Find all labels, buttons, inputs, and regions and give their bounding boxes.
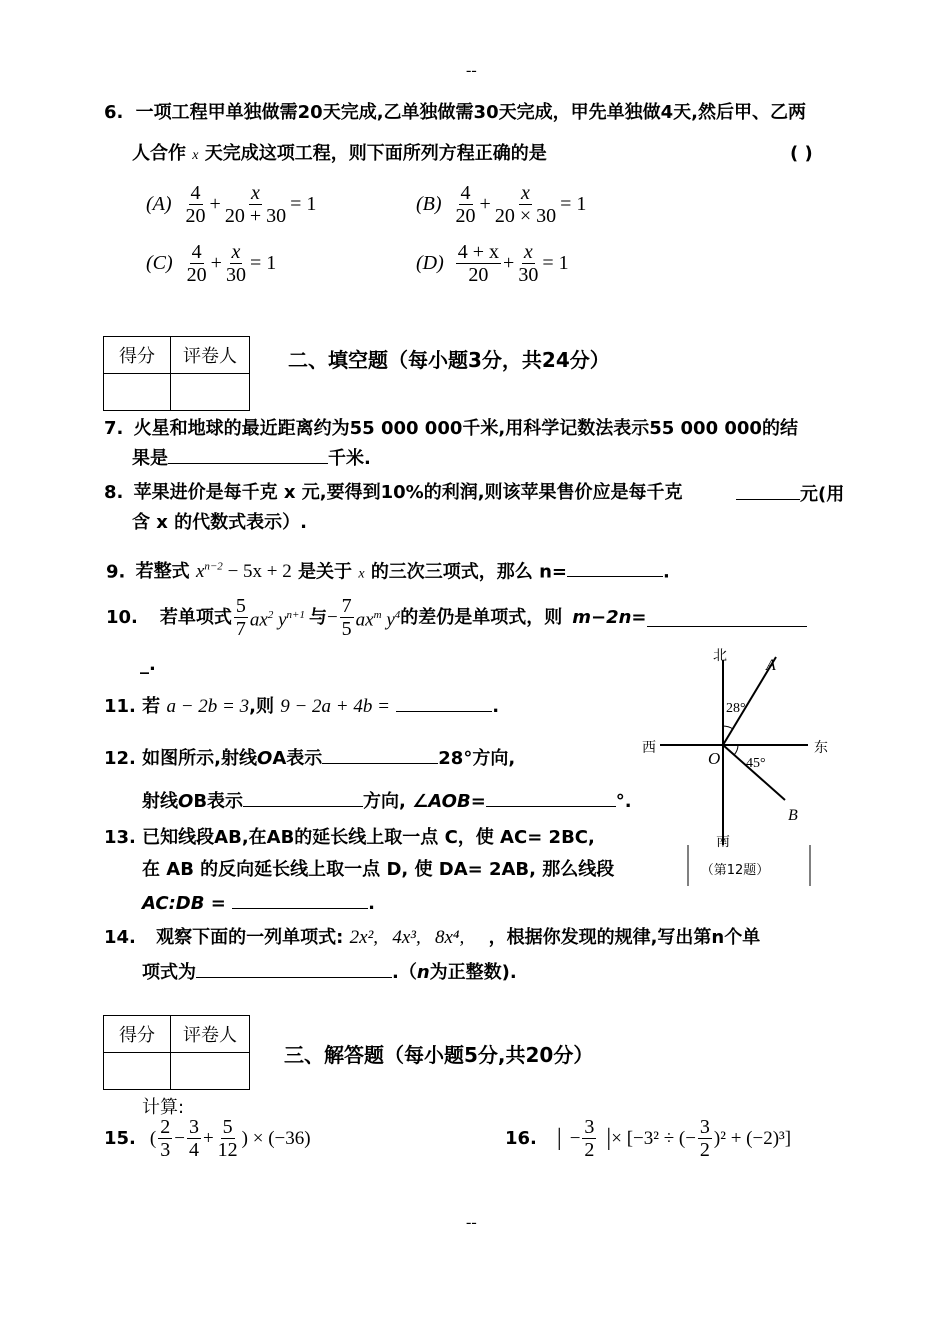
- question-text: °.: [615, 791, 632, 812]
- expression: × [−3² ÷ (−: [611, 1127, 696, 1149]
- option-c: [146, 241, 276, 286]
- question-text: A表示: [272, 748, 323, 769]
- question-text: ∠AOB=: [412, 791, 486, 812]
- question-text: 方向,: [363, 791, 406, 812]
- score-box-2: [103, 1015, 250, 1090]
- question-number: 16.: [505, 1128, 537, 1149]
- question-text: 人合作: [132, 143, 186, 164]
- question-text: 若: [142, 696, 161, 717]
- label-west: 西: [642, 741, 656, 756]
- grader-cell[interactable]: [171, 1053, 250, 1090]
- figure-caption: （第12题）: [700, 863, 770, 878]
- expression: ) × (−36): [241, 1127, 311, 1149]
- answer-blank[interactable]: [736, 481, 800, 500]
- question-12-line2: [142, 788, 632, 814]
- section-3-title: 三、解答题（每小题5分,共20分）: [284, 1043, 594, 1067]
- question-number: 6.: [104, 102, 124, 123]
- question-text: 是关于: [298, 561, 353, 583]
- label-b: B: [788, 807, 798, 824]
- question-text: 项式为: [142, 962, 196, 983]
- point-o: O: [257, 748, 273, 769]
- page-mark-top: --: [466, 62, 477, 79]
- question-text: 观察下面的一列单项式:: [156, 927, 344, 948]
- score-cell[interactable]: [104, 1053, 171, 1090]
- operator: +: [503, 252, 515, 274]
- monomial: 8x⁴,: [435, 927, 465, 948]
- variable-x: x: [192, 148, 199, 163]
- expression: $x^{n-2} - 5x + 2$: [195, 561, 292, 583]
- angle-label-45: 45°: [746, 756, 766, 771]
- option-d: [416, 241, 569, 286]
- grader-label: 评卷人: [171, 337, 250, 374]
- answer-blank[interactable]: [322, 745, 438, 764]
- page-mark-bottom: --: [466, 1214, 477, 1231]
- label-east: 东: [814, 741, 828, 756]
- point-o: O: [178, 791, 194, 812]
- question-text: AC:DB =: [142, 893, 226, 914]
- operator: −: [326, 606, 338, 628]
- fraction: $\frac{x}{20 \times 30}$: [494, 182, 557, 227]
- option-label: (D): [416, 252, 444, 274]
- option-b: [416, 182, 586, 227]
- question-text: 与: [308, 606, 327, 628]
- question-text: 的三次三项式，那么 n=: [370, 561, 567, 583]
- question-number: 11.: [104, 696, 136, 717]
- question-text: 已知线段AB,在AB的延长线上取一点 C，使 AC= 2BC,: [142, 827, 595, 848]
- question-text: .（: [392, 962, 417, 983]
- monomial-2: $ax^m$ $y^4$: [355, 608, 401, 631]
- angle-label-28: 28°: [726, 701, 746, 716]
- fraction: $\frac{3}{4}$: [188, 1116, 199, 1161]
- question-text: n: [416, 962, 430, 983]
- question-text: 为正整数).: [429, 962, 517, 983]
- fraction: $\frac{4}{20}$: [185, 182, 206, 227]
- question-number: 12.: [104, 748, 136, 769]
- abs-bar: |: [606, 1125, 612, 1151]
- question-number: 9.: [106, 561, 126, 583]
- question-text: 若整式: [135, 561, 190, 583]
- option-label: (C): [146, 252, 173, 274]
- fraction: $\frac{3}{2}$: [584, 1116, 595, 1161]
- question-16: [505, 1116, 791, 1161]
- question-7-line1: [104, 417, 798, 441]
- expression: a − 2b = 3: [166, 696, 250, 717]
- question-text: 苹果进价是每千克 x 元,要得到10%的利润,则该苹果售价应是每千克: [133, 482, 683, 503]
- question-number: 7.: [104, 418, 124, 439]
- question-number: 10.: [106, 606, 138, 628]
- answer-blank[interactable]: [647, 608, 807, 627]
- question-text: 火星和地球的最近距离约为55 000 000千米,用科学记数法表示55 000 000的结: [133, 418, 798, 439]
- operator: −: [174, 1127, 185, 1149]
- question-13-line3: [142, 890, 375, 916]
- question-13-line2: 在 AB 的反向延长线上取一点 D, 使 DA= 2AB, 那么线段: [142, 859, 615, 880]
- section-2-title: 二、填空题（每小题3分，共24分）: [288, 348, 610, 372]
- angle-arc-45: [734, 745, 738, 755]
- question-text: 一项工程甲单独做需20天完成,乙单独做需30天完成，甲先单独做4天,然后甲、乙两: [135, 102, 806, 123]
- question-15: [104, 1116, 311, 1161]
- question-text: 千米.: [328, 448, 371, 469]
- answer-blank[interactable]: [196, 959, 392, 978]
- score-box-1: [103, 336, 250, 411]
- angle-arc-28: [723, 726, 733, 729]
- monomial-1: $ax^2$ $y^{n+1}$: [249, 608, 305, 631]
- operator: +: [209, 193, 221, 215]
- operator: +: [202, 1127, 214, 1149]
- question-text: m−2n=: [572, 606, 647, 628]
- expression: 9 − 2a + 4b =: [280, 696, 390, 717]
- score-label: 得分: [104, 337, 171, 374]
- abs-bar: |: [556, 1125, 562, 1151]
- question-6-line2: [132, 142, 547, 168]
- question-12-line1: [104, 745, 515, 771]
- rhs: = 1: [560, 193, 587, 215]
- fraction: $\frac{x}{30}$: [518, 241, 539, 286]
- fraction: $\frac{x}{30}$: [225, 241, 246, 286]
- calc-label: 计算:: [142, 1097, 185, 1118]
- question-text: ,则: [249, 696, 274, 717]
- score-cell[interactable]: [104, 374, 171, 411]
- fraction: $\frac{2}{3}$: [160, 1116, 171, 1161]
- question-text: 天完成这项工程，则下面所列方程正确的是: [204, 143, 547, 164]
- question-8-blank-line: [736, 481, 844, 507]
- fraction: $\frac{3}{2}$: [699, 1116, 710, 1161]
- question-13-line1: [104, 826, 595, 850]
- operator: −: [569, 1127, 581, 1149]
- question-8-line1: [104, 481, 683, 505]
- question-10: [106, 595, 807, 640]
- question-text: 元(用: [800, 484, 845, 505]
- question-text: .: [662, 561, 670, 583]
- label-south: 南: [716, 835, 730, 850]
- paren: (: [149, 1127, 157, 1149]
- fraction: $\frac{4}{20}$: [455, 182, 476, 227]
- question-text: 果是: [132, 448, 168, 469]
- fraction: $\frac{5}{12}$: [217, 1116, 238, 1161]
- grader-label: 评卷人: [171, 1016, 250, 1053]
- rhs: = 1: [542, 252, 569, 274]
- monomial: 2x²,: [349, 927, 379, 948]
- answer-blank[interactable]: [243, 788, 363, 807]
- score-label: 得分: [104, 1016, 171, 1053]
- question-14-line2: [142, 959, 517, 985]
- direction-figure: [630, 640, 850, 890]
- question-text: B表示: [193, 791, 244, 812]
- question-number: 14.: [104, 927, 136, 948]
- fraction: $\frac{5}{7}$: [235, 595, 246, 640]
- fraction: $\frac{x}{20 + 30}$: [224, 182, 287, 227]
- answer-blank[interactable]: [396, 693, 492, 712]
- fraction: $\frac{4 + x}{20}$: [457, 241, 500, 286]
- option-label: (A): [146, 193, 172, 215]
- answer-blank[interactable]: [567, 558, 663, 577]
- label-o: O: [708, 749, 721, 768]
- answer-blank[interactable]: [232, 890, 368, 909]
- question-text: 的差仍是单项式，则: [400, 606, 563, 628]
- question-text: .: [368, 893, 375, 914]
- answer-blank[interactable]: [486, 788, 616, 807]
- fraction: $\frac{7}{5}$: [341, 595, 352, 640]
- question-8-line2: 含 x 的代数式表示）.: [132, 512, 307, 533]
- rhs: = 1: [249, 252, 277, 274]
- question-text: ，根据你发现的规律,写出第n个单: [488, 927, 761, 948]
- monomial: 4x³,: [392, 927, 421, 948]
- question-number: 15.: [104, 1128, 136, 1149]
- label-a: A: [766, 657, 776, 674]
- rhs: = 1: [290, 193, 317, 215]
- fraction: $\frac{4}{20}$: [186, 241, 207, 286]
- question-14-line1: [104, 926, 760, 950]
- expression: )² + (−2)³]: [713, 1127, 792, 1149]
- answer-paren: ( ): [790, 143, 813, 164]
- variable-x: x: [358, 566, 365, 582]
- option-a: [146, 182, 316, 227]
- operator: +: [210, 252, 222, 274]
- question-11: [104, 693, 499, 719]
- question-6-line1: [104, 101, 806, 125]
- question-text: 射线: [142, 791, 178, 812]
- question-number: 8.: [104, 482, 124, 503]
- question-number: 13.: [104, 827, 136, 848]
- question-text: 28°方向,: [438, 748, 516, 769]
- question-10-line2: _.: [140, 654, 156, 675]
- question-text: 如图所示,射线: [142, 748, 258, 769]
- question-9: [106, 555, 670, 586]
- answer-blank[interactable]: [168, 445, 328, 464]
- ray-ob: [723, 745, 785, 800]
- question-7-line2: [132, 445, 371, 471]
- question-text: 若单项式: [159, 606, 232, 628]
- grader-cell[interactable]: [171, 374, 250, 411]
- question-text: .: [492, 696, 500, 717]
- label-north: 北: [713, 649, 727, 664]
- option-label: (B): [416, 193, 442, 215]
- operator: +: [479, 193, 491, 215]
